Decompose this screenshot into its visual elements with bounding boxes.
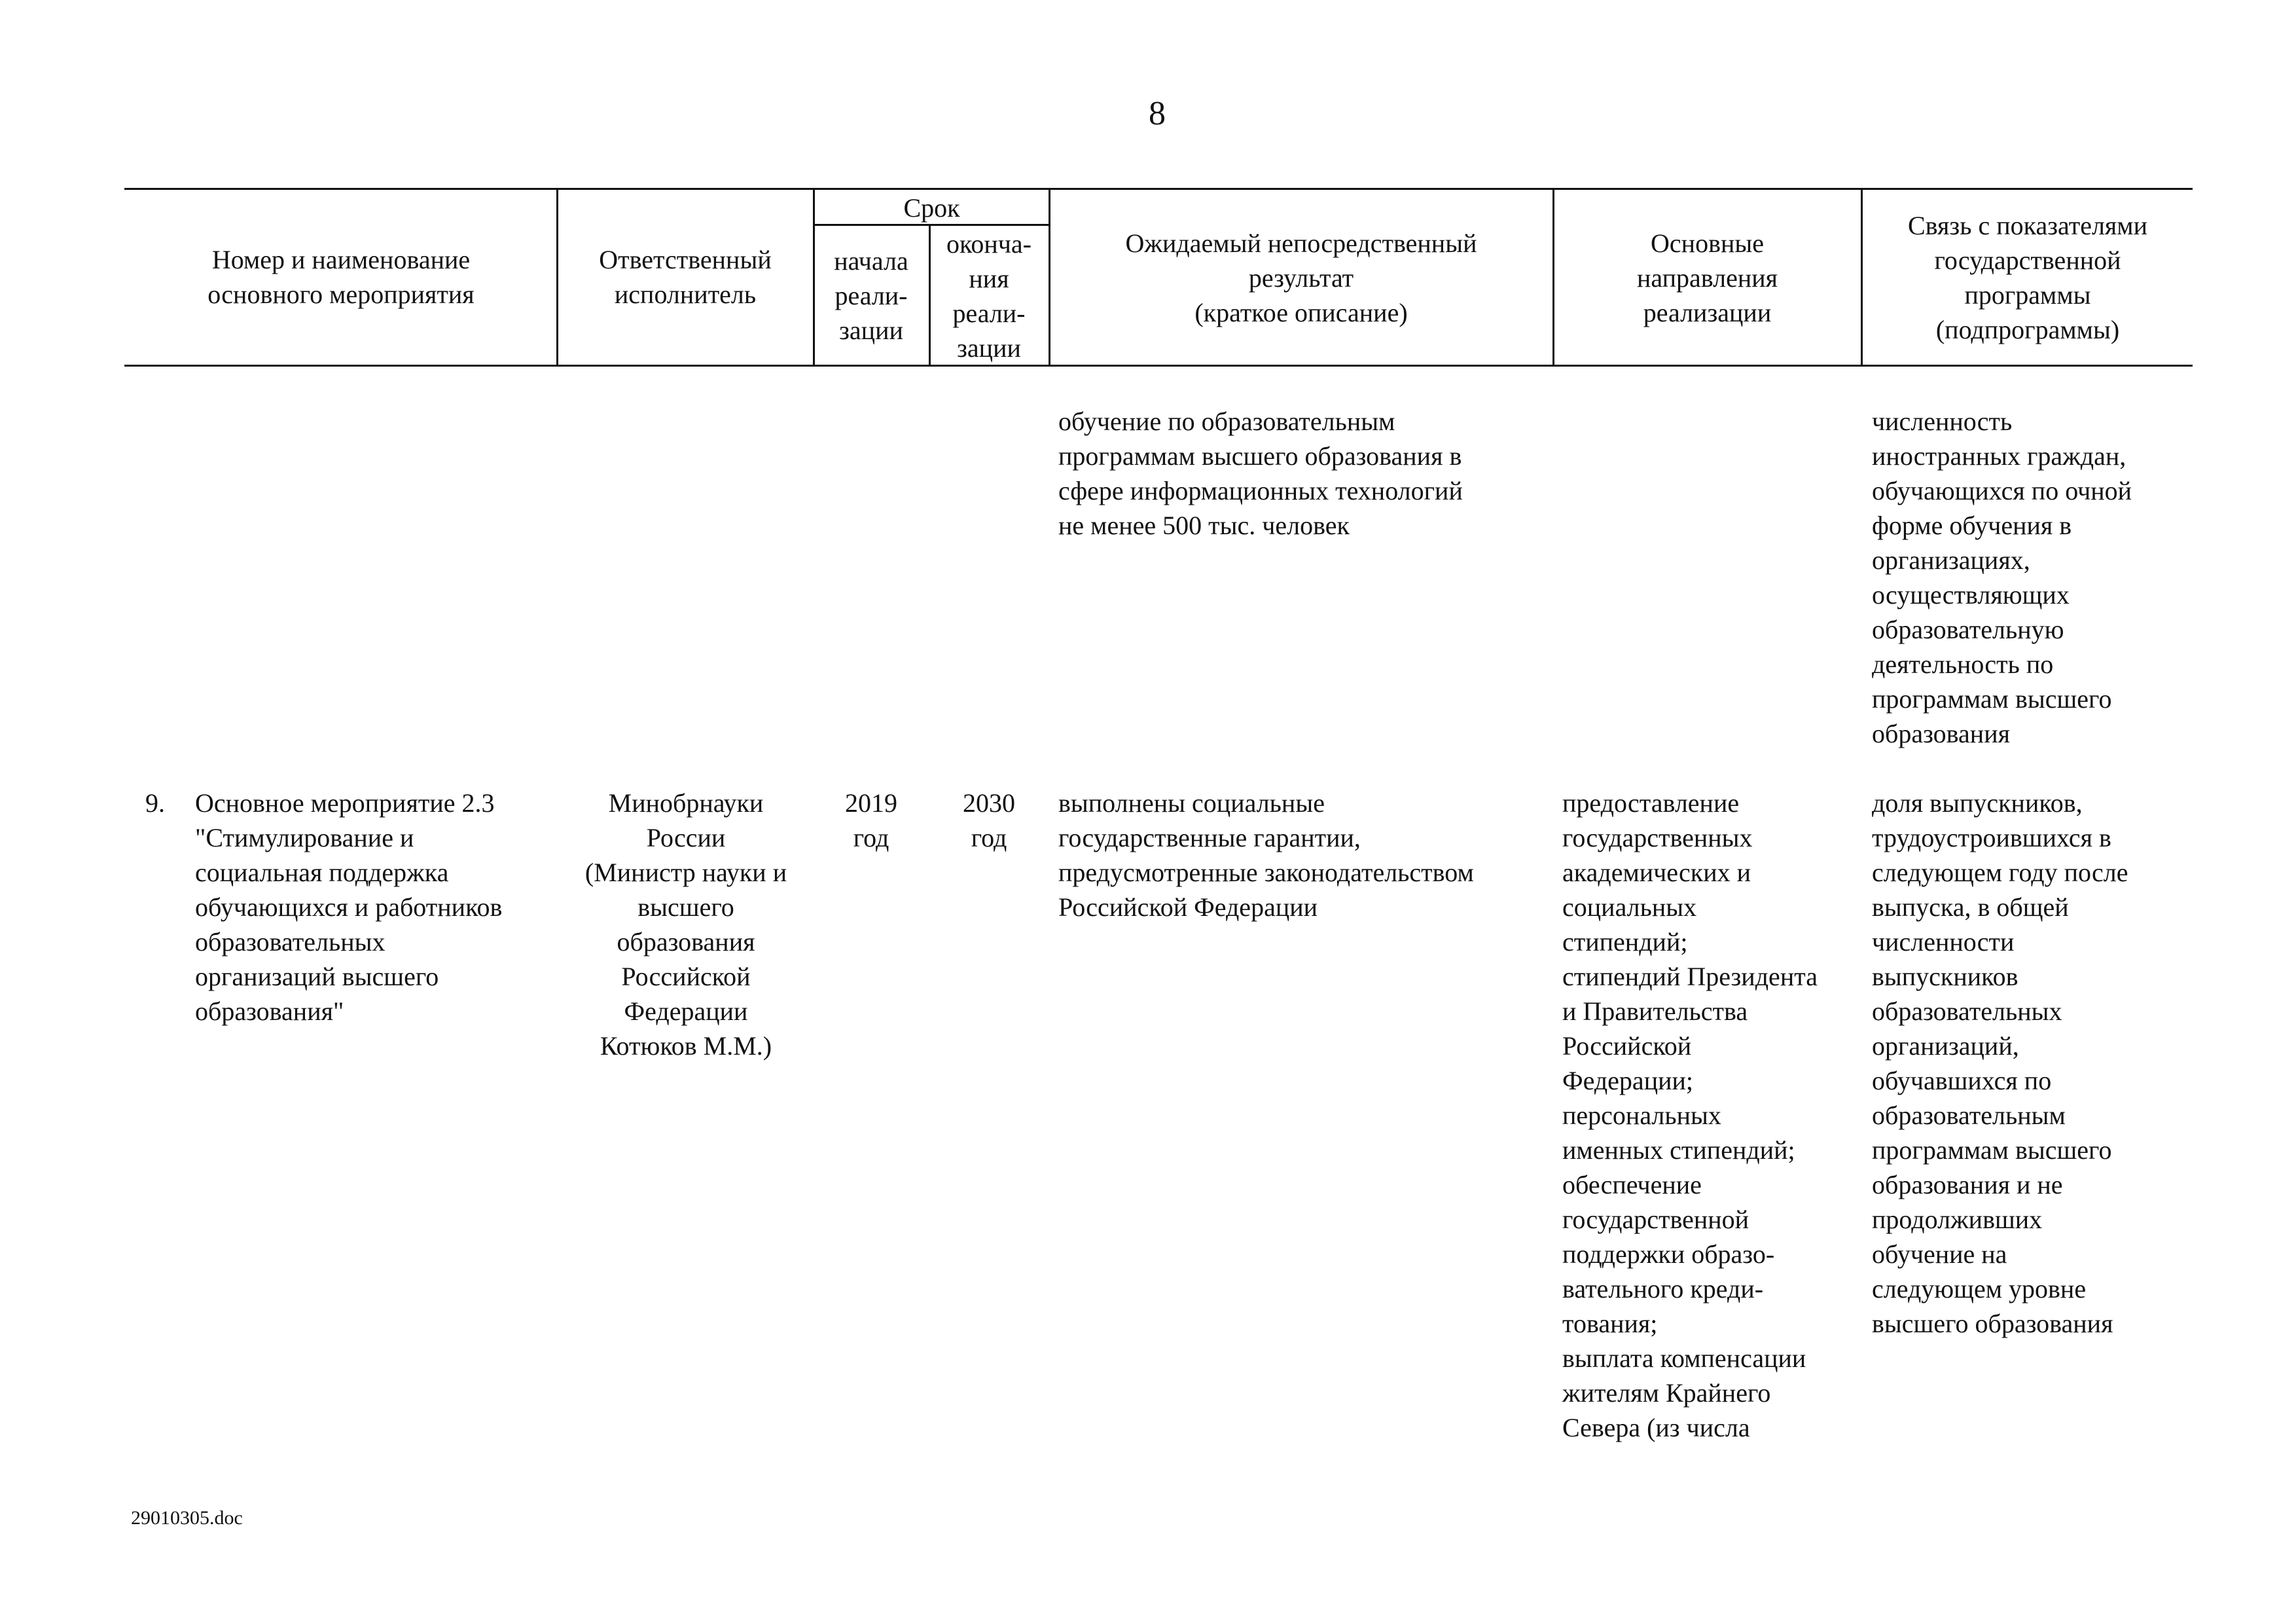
row-9-number: 9.	[145, 788, 165, 818]
row-9-result: выполнены социальные государственные гарантии, предусмотренные законодательством Российской Федерации	[1058, 788, 1474, 922]
header-divider	[1049, 189, 1050, 365]
header-result: Ожидаемый непосредственный результат (краткое описание)	[1125, 228, 1477, 327]
row-9-start: 2019 год	[845, 788, 897, 852]
row-9-directions: предоставление государственных академических и социальных стипендий; стипендий Президента и Правительства Российской Федерации; персональных именных стипендий; обеспечение государственной поддержки образо- вательного креди- тования; выплата компенсации жителям Крайнего Севера (из числа	[1562, 788, 1818, 1442]
footer-doc-name: 29010305.doc	[131, 1507, 243, 1529]
header-measure: Номер и наименование основного мероприятия	[207, 245, 475, 309]
row-9-executor: Минобрнауки России (Министр науки и высшего образования Российской Федерации Котюков М.М.)	[584, 788, 787, 1061]
header-indicators: Связь с показателями государственной программы (подпрограммы)	[1907, 211, 2148, 344]
header-executor: Ответственный исполнитель	[599, 245, 772, 309]
header-start: начала реали- зации	[834, 246, 908, 345]
header-directions: Основные направления реализации	[1636, 228, 1778, 327]
header-divider	[1861, 189, 1863, 365]
header-divider	[1552, 189, 1554, 365]
header-top-rule	[124, 188, 2193, 190]
header-term: Срок	[903, 193, 960, 223]
header-bottom-rule	[124, 365, 2193, 367]
row-9-end: 2030 год	[963, 788, 1015, 852]
row-9-measure: Основное мероприятие 2.3 "Стимулирование и социальная поддержка обучающихся и работников образовательных организаций высшего образования"	[195, 788, 503, 1026]
continuation-indicators: численность иностранных граждан, обучающихся по очной форме обучения в организациях, осуществляющих образовательную деятельность по программам высшего образования	[1872, 407, 2132, 748]
row-9-indicators: доля выпускников, трудоустроившихся в следующем году после выпуска, в общей численности выпускников образовательных организаций, обучавшихся по образовательным программам высшего образования и не продолживших обучение на следующем уровне высшего образования	[1872, 788, 2128, 1338]
header-divider	[556, 189, 558, 365]
continuation-result: обучение по образовательным программам высшего образования в сфере информационных технологий не менее 500 тыс. человек	[1058, 407, 1463, 540]
page-number: 8	[1149, 95, 1166, 132]
header-end: оконча- ния реали- зации	[946, 229, 1031, 363]
